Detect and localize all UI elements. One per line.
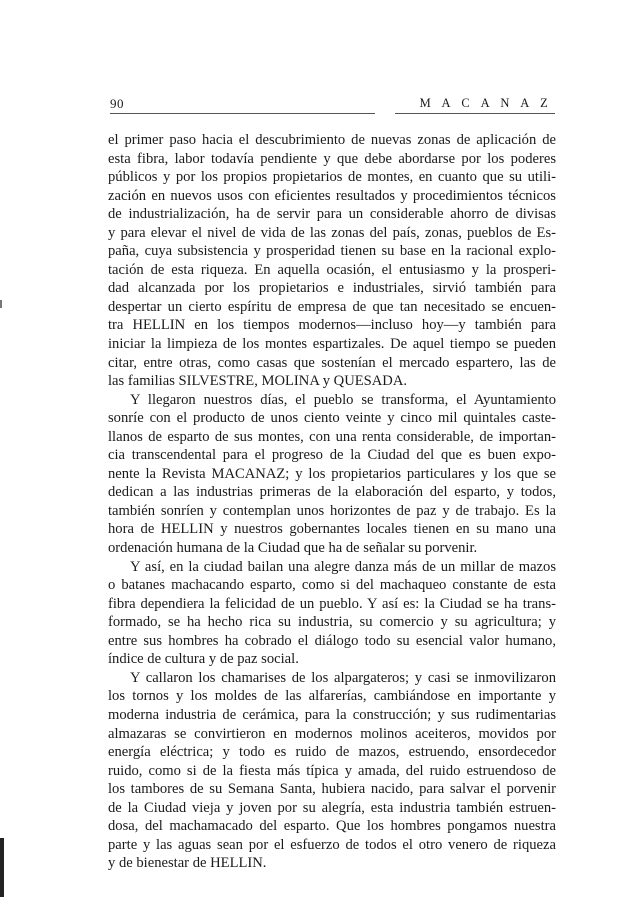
text-line: llanos de esparto de sus montes, con una renta considerable, de importan- [108, 428, 556, 445]
text-line: hora de HELLIN y nuestros gobernantes locales tienen en su mano una [108, 521, 556, 538]
header-rule-left [110, 113, 375, 114]
running-title: M A C A N A Z [419, 96, 552, 110]
text-line: ordenación humana de la Ciudad que ha de señalar su porvenir. [108, 540, 478, 557]
text-line: moderna industria de cerámica, para la construcción; y sus rudimentarias [108, 706, 556, 723]
text-line: almazaras se convirtieron en modernos molinos aceiteros, movidos por [108, 725, 556, 742]
text-line: públicos y por los propios propietarios de montes, en cuanto que su utili- [108, 169, 556, 186]
text-line: ruido, como si de la fiesta más típica y amada, del ruido estruendoso de [108, 762, 556, 779]
text-line: zación en nuevos usos con eficientes resultados y procedimientos técnicos [108, 187, 556, 204]
text-line: sonríe con el producto de unos ciento veinte y cinco mil quintales caste- [108, 410, 556, 427]
text-line: las familias SILVESTRE, MOLINA y QUESADA. [108, 373, 408, 390]
text-line: Y llegaron nuestros días, el pueblo se transforma, el Ayuntamiento [130, 391, 556, 408]
text-line: de industrialización, ha de servir para un considerable ahorro de divisas [108, 206, 556, 223]
text-line: cia transcendental para el progreso de la Ciudad del que es buen expo- [108, 447, 556, 464]
header-rule-right [395, 113, 555, 114]
text-line: Y callaron los chamarises de los alpargateros; y casi se inmovilizaron [130, 669, 556, 686]
text-line: tra HELLIN en los tiempos modernos—incluso hoy—y también para [108, 317, 556, 334]
text-line: esta fibra, labor todavía pendiente y que debe abordarse por los poderes [108, 150, 556, 167]
text-line: los tornos y los moldes de las alfarerías, cambiándose en importante y [108, 688, 556, 705]
text-line: paña, cuya subsistencia y prosperidad tienen su base en la racional explo- [108, 243, 556, 260]
text-line: y para elevar el nivel de vida de las zonas del país, zonas, pueblos de Es- [108, 224, 556, 241]
text-line: índice de cultura y de paz social. [108, 651, 299, 668]
text-line: dedican a las industrias primeras de la elaboración del esparto, y todos, [108, 484, 556, 501]
text-line: citar, entre otras, como casas que sostenían el mercado espartero, las de [108, 354, 556, 371]
text-line: tación de esta riqueza. En aquella ocasión, el entusiasmo y la prosperi- [108, 261, 556, 278]
text-line: parte y las aguas sean por el esfuerzo de todos el otro venero de riqueza [108, 836, 556, 853]
text-line: dad alcanzada por los propietarios e industriales, sirvió también para [108, 280, 556, 297]
margin-mark [0, 838, 4, 897]
text-line: fibra dependiera la felicidad de un pueblo. Y así es: la Ciudad se ha trans- [108, 595, 556, 612]
text-line: entre sus hombres ha cobrado el diálogo todo su esencial valor humano, [108, 632, 556, 649]
text-line: iniciar la limpieza de los montes espartizales. De aquel tiempo se pueden [108, 336, 556, 353]
page-number: 90 [110, 96, 124, 111]
text-line: energía eléctrica; y todo es ruido de mazos, estruendo, ensordecedor [108, 744, 556, 761]
text-line: y de bienestar de HELLIN. [108, 855, 267, 872]
text-line: los tambores de su Semana Santa, hubiera nacido, para salvar el porvenir [108, 781, 556, 798]
text-line: nente la Revista MACANAZ; y los propietarios particulares y los que se [108, 465, 556, 482]
margin-mark [0, 300, 2, 308]
text-line: despertar un cierto espíritu de empresa de que tan necesitado se encuen- [108, 298, 556, 315]
body-text [108, 131, 556, 873]
text-line: formado, se ha hecho rica su industria, su comercio y su agricultura; y [108, 614, 556, 631]
text-line: dosa, del machamacado del esparto. Que los hombres pongamos nuestra [108, 818, 556, 835]
text-line: de la Ciudad vieja y joven por su alegría, esta industria también estruen- [108, 799, 556, 816]
text-line: el primer paso hacia el descubrimiento de nuevas zonas de aplicación de [108, 132, 556, 148]
text-line: o batanes machacando esparto, como si del machaqueo constante de esta [108, 577, 556, 594]
text-line: también sonríen y contemplan unos horizontes de paz y de trabajo. Es la [108, 502, 556, 519]
text-line: Y así, en la ciudad bailan una alegre danza más de un millar de mazos [130, 558, 556, 575]
